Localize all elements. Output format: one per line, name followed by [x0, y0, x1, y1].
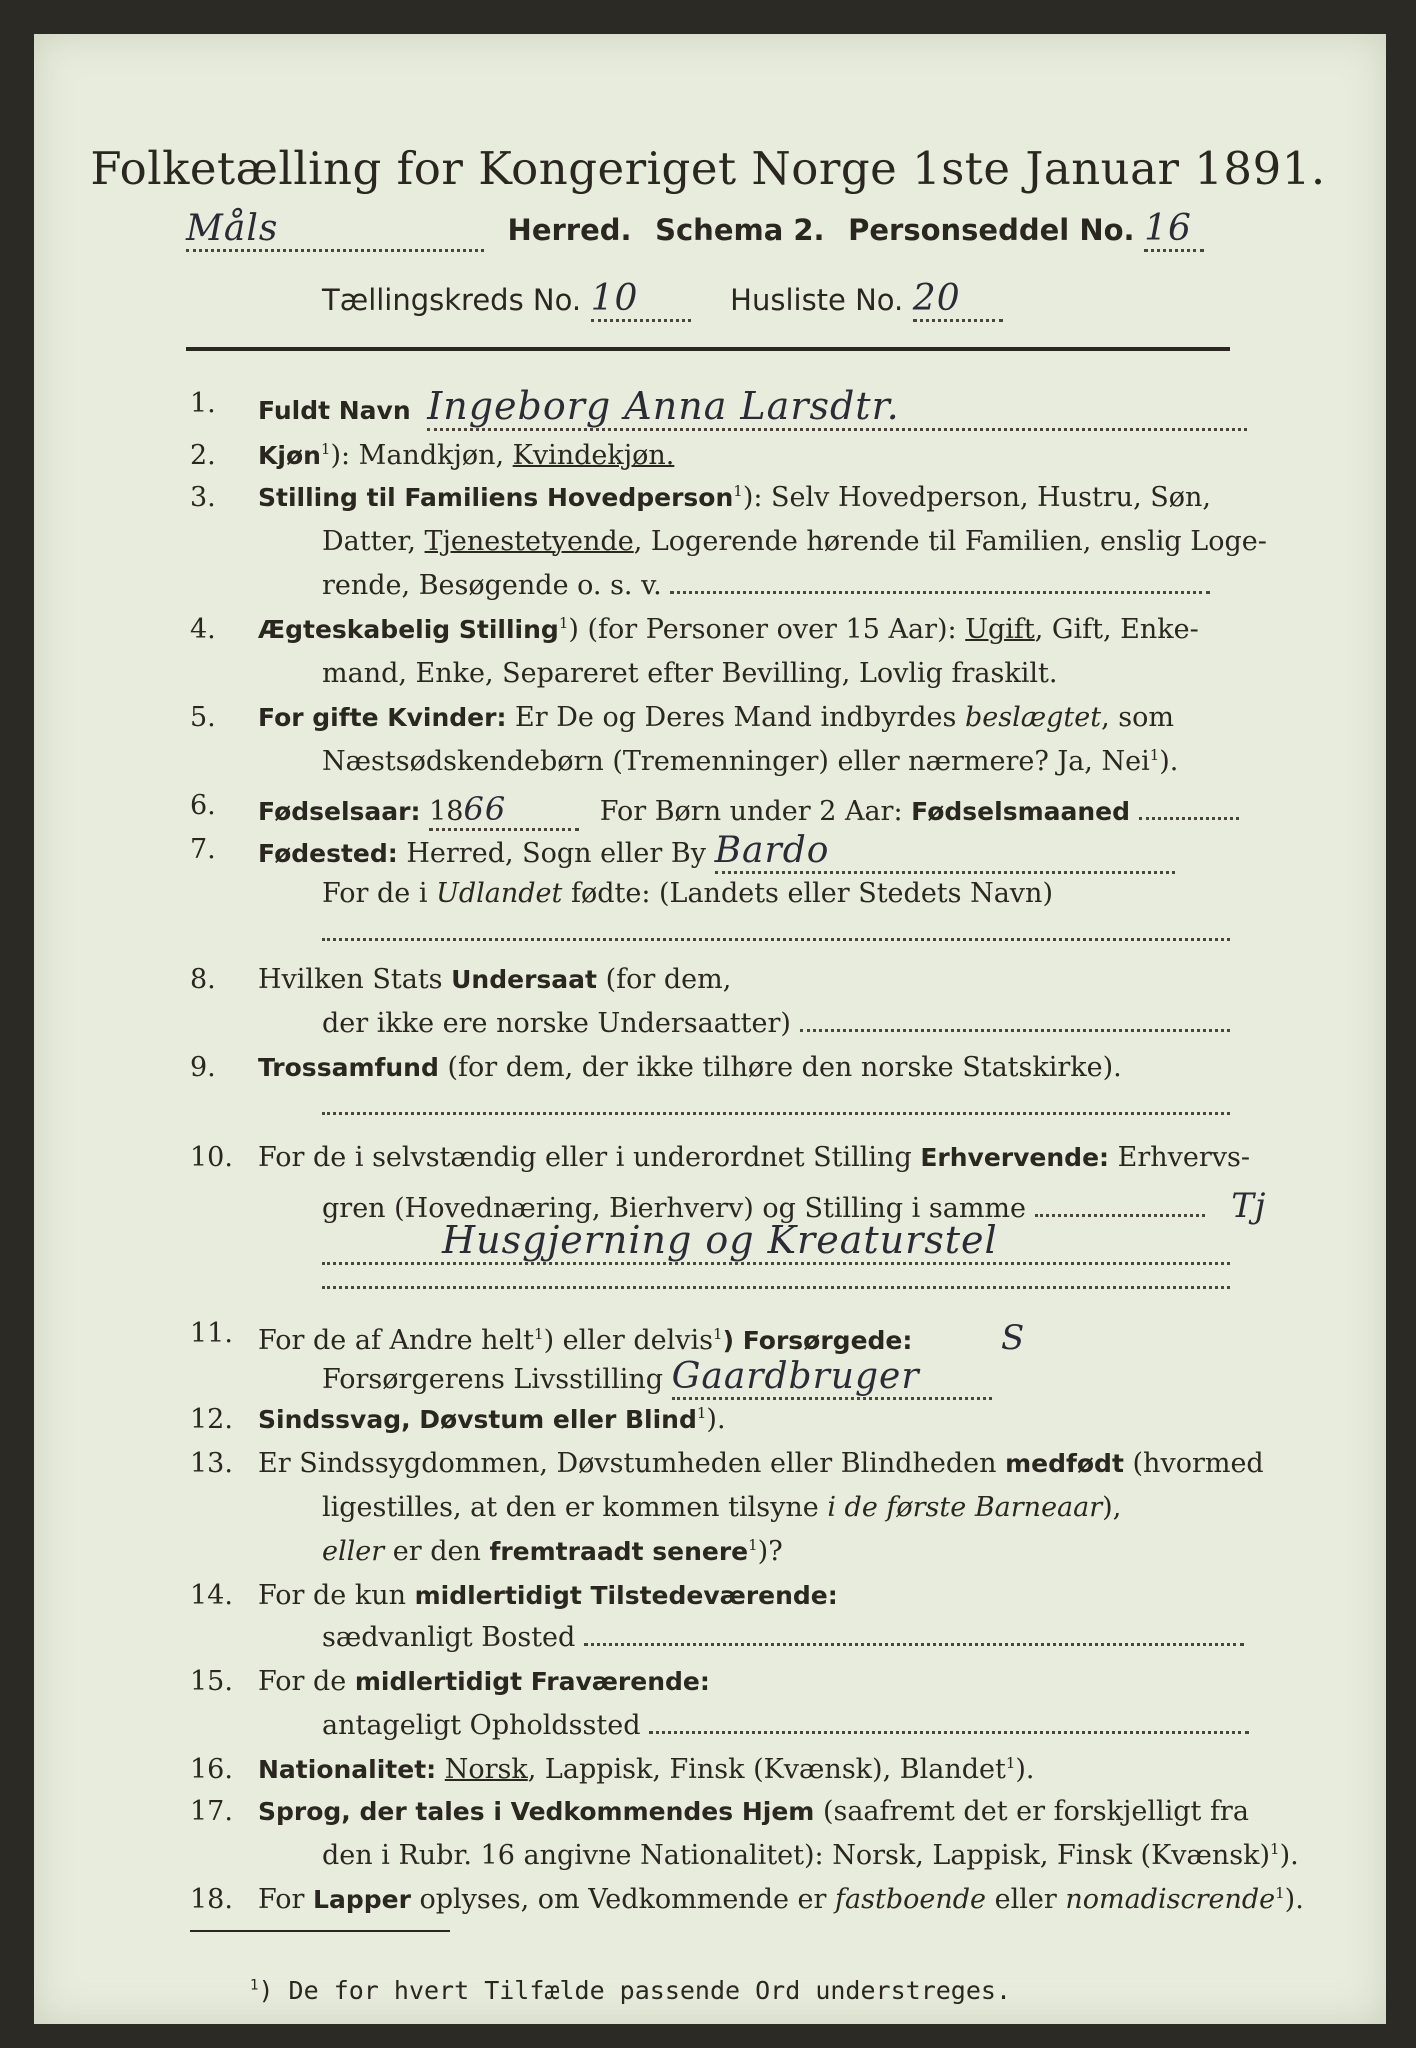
language-label: Sprog, der tales i Vedkommendes Hjem	[258, 1797, 815, 1826]
language-line2	[322, 1840, 1299, 1871]
supported-code-mark: S	[1000, 1318, 1026, 1358]
text: der ikke ere norske Undersaatter)	[322, 1008, 791, 1039]
item-number: 2.	[190, 440, 216, 471]
footnote-ref: 1	[1275, 1884, 1285, 1902]
text: For de i selvstændig eller i underordnet Stilling	[258, 1142, 912, 1173]
text: ).	[1159, 746, 1179, 777]
item-number: 6.	[190, 790, 216, 821]
temporarily-present-line2	[322, 1622, 1244, 1653]
item-number: 13.	[190, 1448, 233, 1479]
header-divider	[186, 347, 1230, 351]
item-marital-status	[258, 614, 1199, 645]
family-position-line3	[322, 570, 1210, 601]
full-name-value: Ingeborg Anna Larsdtr.	[427, 384, 1247, 431]
citizenship-line2	[322, 1008, 1230, 1039]
married-women-label: For gifte Kvinder:	[258, 703, 507, 732]
religion-label: Trossamfund	[258, 1053, 439, 1082]
family-position-selected: Tjenestetyende	[424, 526, 634, 557]
item-occupation	[258, 1142, 1250, 1173]
occupation-line3	[322, 1218, 1230, 1265]
family-position-line2	[322, 526, 1267, 557]
text: ligestilles, at den er kommen tilsyne	[322, 1492, 819, 1523]
birth-month-label: Fødselsmaaned	[911, 797, 1131, 826]
occupation-code-mark: Tj	[1231, 1186, 1267, 1226]
item-birthplace	[258, 830, 1175, 874]
birth-year-field	[429, 790, 579, 831]
text: ) eller delvis	[543, 1325, 714, 1356]
footnote-ref: 1	[534, 1325, 544, 1343]
birthplace-value: Bardo	[715, 830, 1175, 874]
text: Lapper	[313, 1885, 411, 1914]
text: Forsørgerens Livsstilling	[322, 1364, 664, 1395]
text: nomadiscrende	[1065, 1884, 1276, 1915]
footnote	[250, 1976, 1011, 2005]
item-number: 4.	[190, 614, 216, 645]
header-line-herred	[186, 208, 1204, 252]
sex-label: Kjøn	[258, 441, 321, 470]
marital-status-line2: mand, Enke, Separeret efter Bevilling, Lovlig fraskilt.	[322, 658, 1058, 689]
text: , som	[1101, 702, 1174, 733]
schema-label: Schema 2.	[655, 213, 825, 247]
footnote-ref: 1	[696, 1404, 707, 1422]
footnote-marker: 1	[250, 1977, 259, 1994]
footnote-ref: 1	[1149, 746, 1160, 764]
family-position-line1: ): Selv Hovedperson, Hustru, Søn,	[742, 482, 1211, 513]
text: antageligt Opholdssted	[322, 1710, 641, 1741]
text: Erhvervs-	[1117, 1142, 1251, 1173]
text: For de kun	[258, 1580, 406, 1611]
dotted-fill	[670, 591, 1210, 594]
nationality-selected: Norsk	[444, 1754, 528, 1785]
family-position-label: Stilling til Familiens Hovedperson	[258, 483, 734, 512]
birthplace-label: Fødested:	[258, 839, 398, 868]
text: , Gift, Enke-	[1034, 614, 1199, 645]
text: ),	[1102, 1492, 1122, 1523]
full-name-label: Fuldt Navn	[258, 396, 411, 425]
item-number: 3.	[190, 482, 216, 513]
dotted-fill	[322, 938, 1230, 941]
text: (for dem, der ikke tilhøre den norske Statskirke).	[447, 1052, 1122, 1083]
text: fremtraadt senere	[489, 1537, 749, 1566]
text: er den	[392, 1536, 481, 1567]
footnote-ref: 1	[1270, 1840, 1280, 1858]
text: gren (Hovednæring, Bierhverv) og Stilling i samme	[322, 1193, 1027, 1224]
item-number: 12.	[190, 1404, 233, 1435]
item-temporarily-absent	[258, 1666, 710, 1697]
item-disability-onset	[258, 1448, 1264, 1479]
footnote-text: ) De for hvert Tilfælde passende Ord understreges.	[258, 1976, 1012, 2005]
nationality-label: Nationalitet:	[258, 1755, 437, 1784]
supported-line2	[322, 1356, 992, 1400]
item-sami	[258, 1884, 1304, 1915]
dotted-fill	[1139, 817, 1239, 820]
item-number: 18.	[190, 1884, 233, 1915]
married-women-line2	[322, 746, 1178, 777]
text: For de af Andre helt	[258, 1325, 535, 1356]
item-disability	[258, 1404, 726, 1435]
item-religion	[258, 1052, 1122, 1083]
item-number: 15.	[190, 1666, 233, 1697]
item-number: 1.	[190, 388, 216, 419]
item-number: 10.	[190, 1142, 233, 1173]
text: ) (for Personer over 15 Aar):	[568, 614, 957, 645]
footnote-ref: 1	[1005, 1754, 1016, 1772]
text: 18	[429, 796, 464, 827]
form-title: Folketælling for Kongeriget Norge 1ste Januar 1891.	[90, 142, 1326, 195]
text: Næstsødskendebørn (Tremenninger) eller nærmere? Ja, Nei	[322, 746, 1150, 777]
item-language	[258, 1796, 1249, 1827]
text: Er Sindssygdommen, Døvstumheden eller Blindheden	[258, 1448, 997, 1479]
text: Udlandet	[436, 878, 563, 909]
taellingskreds-value: 10	[591, 278, 691, 322]
item-supported	[258, 1318, 1025, 1358]
item-number: 14.	[190, 1580, 233, 1611]
text: midlertidigt Tilstedeværende:	[414, 1581, 838, 1610]
text: ).	[1015, 1754, 1035, 1785]
text: ).	[1284, 1884, 1304, 1915]
text: eller	[322, 1536, 385, 1567]
birthplace-line2	[322, 878, 1053, 909]
footnote-ref: 1	[558, 614, 569, 632]
text: Er De og Deres Mand indbyrdes	[515, 702, 957, 733]
item-number: 5.	[190, 702, 216, 733]
disability-onset-line3	[322, 1536, 783, 1567]
text: , Logerende hørende til Familien, enslig Loge-	[633, 526, 1267, 557]
item-sex	[258, 440, 674, 471]
item-family-position	[258, 482, 1211, 513]
citizenship-label: Undersaat	[451, 965, 597, 994]
marital-status-selected: Ugift	[965, 614, 1035, 645]
item-citizenship	[258, 964, 731, 995]
husliste-label: Husliste No.	[730, 283, 904, 317]
husliste-value: 20	[913, 278, 1003, 322]
dotted-fill	[800, 1029, 1230, 1032]
text: (hvormed	[1132, 1448, 1264, 1479]
provider-occupation-value: Gaardbruger	[672, 1356, 992, 1400]
text: beslægtet	[964, 702, 1102, 733]
personseddel-value: 16	[1144, 208, 1204, 252]
text: (saafremt det er forskjelligt fra	[822, 1796, 1249, 1827]
footnote-ref: 1	[733, 482, 743, 500]
herred-value: Måls	[186, 208, 484, 252]
text: fødte: (Landets eller Stedets Navn)	[570, 878, 1053, 909]
text: Datter,	[322, 526, 416, 557]
herred-label: Herred.	[507, 213, 632, 247]
supported-label: ) Forsørgede:	[722, 1326, 913, 1355]
sex-options: ): Mandkjøn,	[330, 440, 505, 471]
text: For Børn under 2 Aar:	[599, 796, 903, 827]
item-number: 17.	[190, 1796, 233, 1827]
item-number: 7.	[190, 834, 216, 865]
item-number: 8.	[190, 964, 216, 995]
item-number: 11.	[190, 1318, 233, 1349]
temporarily-absent-line2	[322, 1710, 1249, 1741]
text: )?	[757, 1536, 783, 1567]
text: eller	[994, 1884, 1057, 1915]
disability-label: Sindssvag, Døvstum eller Blind	[258, 1405, 697, 1434]
text: medfødt	[1005, 1449, 1124, 1478]
personseddel-label: Personseddel No.	[848, 213, 1135, 247]
item-birth-year	[258, 790, 1239, 831]
text: den i Rubr. 16 angivne Nationalitet): Norsk, Lappisk, Finsk (Kvænsk)	[322, 1840, 1271, 1871]
text: ).	[1279, 1840, 1299, 1871]
text: For de	[258, 1666, 347, 1697]
birth-year-value: 66	[463, 790, 507, 828]
text: midlertidigt Fraværende:	[354, 1667, 710, 1696]
text: fastboende	[835, 1884, 986, 1915]
item-full-name	[258, 384, 1247, 431]
dotted-fill	[1035, 1214, 1205, 1217]
text: rende, Besøgende o. s. v.	[322, 570, 662, 601]
text: , Lappisk, Finsk (Kvænsk), Blandet	[527, 1754, 1006, 1785]
sex-selected: Kvindekjøn.	[512, 440, 675, 471]
text: sædvanligt Bosted	[322, 1622, 576, 1653]
footnote-ref: 1	[748, 1536, 758, 1554]
disability-onset-line2	[322, 1492, 1121, 1523]
birth-year-label: Fødselsaar:	[258, 797, 421, 826]
dotted-fill	[649, 1731, 1249, 1734]
text: For de i	[322, 878, 428, 909]
occupation-value: Husgjerning og Kreaturstel	[322, 1218, 1230, 1265]
dotted-fill	[322, 1286, 1230, 1289]
footnote-divider	[190, 1930, 450, 1932]
header-line-taellingskreds	[322, 278, 1003, 322]
text: Hvilken Stats	[258, 964, 443, 995]
item-number: 16.	[190, 1754, 233, 1785]
text: i de første Barneaar	[827, 1492, 1103, 1523]
item-number: 9.	[190, 1052, 216, 1083]
item-temporarily-present	[258, 1580, 838, 1611]
text: ).	[706, 1404, 726, 1435]
footnote-ref: 1	[713, 1325, 723, 1343]
dotted-fill	[322, 1112, 1230, 1115]
text: For	[258, 1884, 305, 1915]
dotted-fill	[584, 1643, 1244, 1646]
text: oplyses, om Vedkommende er	[419, 1884, 827, 1915]
footnote-ref: 1	[320, 440, 331, 458]
text: Herred, Sogn eller By	[406, 838, 706, 869]
text: (for dem,	[605, 964, 732, 995]
occupation-label: Erhvervende:	[920, 1143, 1110, 1172]
item-married-women	[258, 702, 1174, 733]
taellingskreds-label: Tællingskreds No.	[322, 283, 582, 317]
marital-status-label: Ægteskabelig Stilling	[258, 615, 559, 644]
item-nationality	[258, 1754, 1035, 1785]
